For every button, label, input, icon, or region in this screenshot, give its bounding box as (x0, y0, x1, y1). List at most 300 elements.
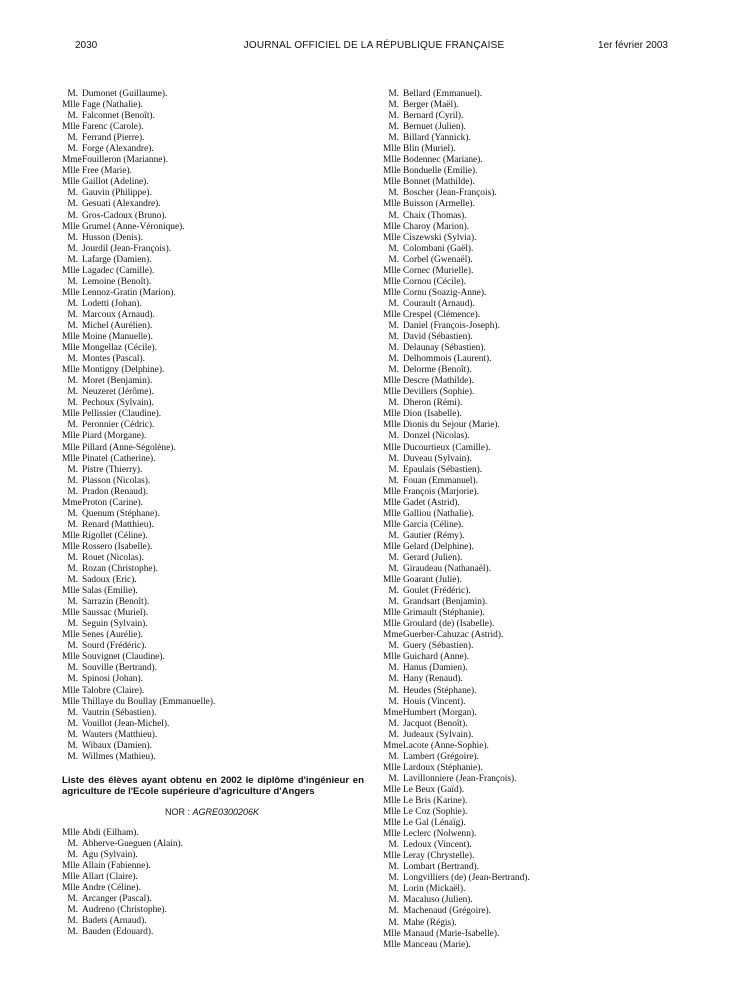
person-name: Audreno (Christophe). (82, 905, 167, 916)
person-name: Rossero (Isabelle). (82, 541, 153, 552)
title-abbrev: Mlle (62, 652, 80, 663)
person-name: Moret (Benjamin). (82, 376, 153, 387)
list-item (62, 487, 362, 498)
list-item (62, 255, 362, 266)
title-abbrev: M. (388, 641, 399, 652)
person-name: Gauvin (Philippe). (82, 188, 152, 199)
name-list (62, 828, 362, 938)
list-item (62, 553, 362, 564)
list-item (383, 586, 683, 597)
title-abbrev: M. (67, 398, 78, 409)
list-item (62, 409, 362, 420)
list-item (62, 883, 362, 894)
title-abbrev: Mlle (383, 519, 401, 530)
list-item (383, 454, 683, 465)
title-abbrev: M. (67, 641, 78, 652)
person-name: Gautier (Rémy). (403, 530, 465, 541)
person-name: Mongellaz (Cécile). (82, 343, 157, 354)
list-item (383, 807, 683, 818)
person-name: Free (Marie). (82, 166, 132, 177)
list-item (383, 122, 683, 133)
title-abbrev: M. (388, 464, 399, 475)
list-item (383, 906, 683, 917)
person-name: Peronnier (Cédric). (82, 420, 155, 431)
person-name: Heudes (Stéphane). (403, 685, 477, 696)
person-name: Lagadec (Camille). (82, 265, 155, 276)
person-name: Mahe (Régis). (403, 917, 457, 928)
title-abbrev: Mlle (62, 630, 80, 641)
name-list (383, 89, 683, 951)
title-abbrev: M. (67, 420, 78, 431)
title-abbrev: Mlle (62, 872, 80, 883)
person-name: Dheron (Rémi). (403, 398, 463, 409)
title-abbrev: M. (67, 564, 78, 575)
list-item (383, 266, 683, 277)
person-name: Goarant (Julie). (403, 575, 462, 586)
title-abbrev: Mlle (383, 232, 401, 243)
list-item (383, 542, 683, 553)
list-item (383, 310, 683, 321)
title-abbrev: M. (388, 254, 399, 265)
list-item (383, 796, 683, 807)
list-item (383, 354, 683, 365)
page-header (0, 40, 748, 56)
title-abbrev: M. (67, 376, 78, 387)
list-item (62, 354, 362, 365)
person-name: Sadoux (Eric). (82, 575, 137, 586)
person-name: Manceau (Marie). (403, 939, 471, 950)
title-abbrev: Mme (383, 740, 403, 751)
title-abbrev: M. (67, 111, 78, 122)
list-item (62, 299, 362, 310)
list-item (383, 774, 683, 785)
person-name: Seguin (Sylvain). (82, 619, 148, 630)
title-abbrev: M. (388, 365, 399, 376)
list-item (383, 674, 683, 685)
person-name: Rigollet (Céline). (82, 530, 148, 541)
title-abbrev: Mlle (383, 221, 401, 232)
title-abbrev: Mlle (62, 608, 80, 619)
title-abbrev: Mlle (383, 497, 401, 508)
list-item (62, 663, 362, 674)
person-name: Descre (Mathilde). (403, 376, 474, 387)
journal-title: JOURNAL OFFICIEL DE LA RÉPUBLIQUE FRANÇAISE (243, 40, 505, 51)
list-item (62, 686, 362, 697)
title-abbrev: Mlle (62, 541, 80, 552)
person-name: Gesuati (Alexandre). (82, 199, 161, 210)
list-item (383, 553, 683, 564)
person-name: Bauden (Edouard). (82, 927, 154, 938)
title-abbrev: M. (67, 663, 78, 674)
title-abbrev: M. (67, 486, 78, 497)
title-abbrev: M. (67, 838, 78, 849)
person-name: Lorin (Mickaël). (403, 884, 466, 895)
title-abbrev: M. (388, 586, 399, 597)
title-abbrev: M. (67, 894, 78, 905)
title-abbrev: M. (67, 508, 78, 519)
list-item (62, 133, 362, 144)
list-item (383, 155, 683, 166)
title-abbrev: M. (67, 144, 78, 155)
list-item (383, 409, 683, 420)
title-abbrev: M. (67, 354, 78, 365)
list-item (62, 277, 362, 288)
right-column (383, 89, 683, 951)
list-item (62, 752, 362, 763)
person-name: Lodetti (Johan). (82, 298, 142, 309)
list-item (383, 829, 683, 840)
title-abbrev: Mlle (62, 122, 80, 133)
title-abbrev: Mlle (383, 287, 401, 298)
list-item (383, 233, 683, 244)
person-name: Guerber-Cahuzac (Astrid). (403, 630, 504, 641)
list-item (383, 166, 683, 177)
list-item (383, 686, 683, 697)
title-abbrev: Mlle (62, 221, 80, 232)
title-abbrev: Mlle (383, 608, 401, 619)
title-abbrev: M. (388, 873, 399, 884)
nor-code: AGRE0300206K (192, 806, 260, 817)
person-name: Moine (Manuelle). (82, 332, 153, 343)
person-name: Sarrazin (Benoît). (82, 597, 150, 608)
person-name: Dion (Isabelle). (403, 409, 462, 420)
title-abbrev: Mlle (383, 486, 401, 497)
list-item (383, 288, 683, 299)
left-column (62, 89, 362, 938)
title-abbrev: Mme (62, 497, 82, 508)
list-item (62, 730, 362, 741)
title-abbrev: Mlle (62, 332, 80, 343)
title-abbrev: Mlle (383, 265, 401, 276)
title-abbrev: M. (67, 254, 78, 265)
person-name: Salas (Emilie). (82, 586, 138, 597)
list-item (383, 719, 683, 730)
person-name: Grimault (Stéphanie). (403, 608, 485, 619)
title-abbrev: Mlle (383, 376, 401, 387)
list-item (383, 144, 683, 155)
person-name: Cornou (Cécile). (403, 276, 467, 287)
title-abbrev: Mlle (62, 696, 80, 707)
title-abbrev: Mlle (62, 530, 80, 541)
person-name: Marcoux (Arnaud). (82, 309, 155, 320)
person-name: Falconnet (Benoît). (82, 111, 155, 122)
person-name: Blin (Muriel). (403, 144, 456, 155)
title-abbrev: Mlle (383, 807, 401, 818)
title-abbrev: Mlle (383, 276, 401, 287)
list-item (62, 244, 362, 255)
person-name: Guichard (Anne). (403, 652, 470, 663)
title-abbrev: M. (67, 575, 78, 586)
list-item (383, 299, 683, 310)
list-item (383, 630, 683, 641)
list-item (383, 862, 683, 873)
person-name: Fouan (Emmanuel). (403, 475, 478, 486)
title-abbrev: M. (67, 276, 78, 287)
person-name: Billard (Yannick). (403, 133, 471, 144)
title-abbrev: M. (67, 298, 78, 309)
person-name: Giraudeau (Nathanaël). (403, 564, 491, 575)
title-abbrev: Mlle (383, 784, 401, 795)
title-abbrev: M. (67, 916, 78, 927)
person-name: Le Beux (Gaïd). (403, 784, 465, 795)
title-abbrev: M. (67, 309, 78, 320)
person-name: Duveau (Sylvain). (403, 453, 472, 464)
person-name: Berger (Maël). (403, 100, 459, 111)
person-name: Quenum (Stéphane). (82, 508, 160, 519)
person-name: Pistre (Thierry). (82, 464, 143, 475)
title-abbrev: M. (67, 751, 78, 762)
list-item (62, 89, 362, 100)
title-abbrev: Mlle (383, 420, 401, 431)
list-item (62, 708, 362, 719)
title-abbrev: M. (67, 519, 78, 530)
list-item (62, 111, 362, 122)
list-item (62, 454, 362, 465)
list-item (62, 839, 362, 850)
list-item (62, 828, 362, 839)
title-abbrev: Mlle (383, 818, 401, 829)
title-abbrev: M. (67, 552, 78, 563)
title-abbrev: Mlle (383, 177, 401, 188)
person-name: Judeaux (Sylvain). (403, 729, 474, 740)
list-item (383, 476, 683, 487)
title-abbrev: M. (388, 453, 399, 464)
list-item (383, 420, 683, 431)
person-name: Delhommois (Laurent). (403, 354, 492, 365)
title-abbrev: Mlle (383, 575, 401, 586)
list-item (62, 520, 362, 531)
person-name: Montigny (Delphine). (82, 365, 165, 376)
person-name: Souvignet (Claudine). (82, 652, 165, 663)
title-abbrev: Mlle (383, 387, 401, 398)
list-item (383, 188, 683, 199)
person-name: Guery (Sébastien). (403, 641, 474, 652)
person-name: Boscher (Jean-François). (403, 188, 497, 199)
list-item (383, 343, 683, 354)
person-name: Bonduelle (Emilie). (403, 166, 478, 177)
person-name: Pellissier (Claudine). (82, 409, 162, 420)
person-name: Pradon (Renaud). (82, 486, 149, 497)
list-item (62, 719, 362, 730)
list-item (383, 564, 683, 575)
publication-date: 1er février 2003 (597, 40, 668, 51)
list-item (62, 310, 362, 321)
person-name: Vouillot (Jean-Michel). (82, 718, 170, 729)
person-name: Bodennec (Mariane). (403, 155, 483, 166)
title-abbrev: Mlle (62, 586, 80, 597)
title-abbrev: M. (67, 707, 78, 718)
list-item (62, 177, 362, 188)
title-abbrev: M. (388, 298, 399, 309)
person-name: Crespel (Clémence). (403, 309, 481, 320)
person-name: Gerard (Julien). (403, 552, 463, 563)
list-item (62, 619, 362, 630)
person-name: Lacote (Anne-Sophie). (403, 740, 489, 751)
title-abbrev: M. (67, 475, 78, 486)
person-name: Gadet (Astrid). (403, 497, 460, 508)
title-abbrev: M. (388, 431, 399, 442)
title-abbrev: Mlle (383, 541, 401, 552)
title-abbrev: M. (388, 906, 399, 917)
person-name: Pechoux (Sylvain). (82, 398, 154, 409)
title-abbrev: M. (67, 619, 78, 630)
list-item (383, 244, 683, 255)
person-name: Lombart (Bertrand). (403, 862, 480, 873)
title-abbrev: M. (67, 740, 78, 751)
list-item (383, 277, 683, 288)
person-name: Saussac (Muriel). (82, 608, 149, 619)
title-abbrev: M. (388, 884, 399, 895)
list-item (62, 211, 362, 222)
list-item (383, 509, 683, 520)
title-abbrev: Mlle (62, 827, 80, 838)
person-name: Daniel (François-Joseph). (403, 320, 500, 331)
person-name: Buisson (Armelle). (403, 199, 475, 210)
list-item (62, 233, 362, 244)
list-item (383, 199, 683, 210)
list-item (383, 321, 683, 332)
person-name: Lennoz-Gratin (Marion). (82, 287, 176, 298)
list-item (62, 431, 362, 442)
person-name: Bernuet (Julien). (403, 122, 467, 133)
person-name: Plasson (Nicolas). (82, 475, 151, 486)
list-item (383, 575, 683, 586)
person-name: Humbert (Morgan). (403, 707, 477, 718)
list-item (62, 420, 362, 431)
list-item (62, 927, 362, 938)
person-name: Lafarge (Damien). (82, 254, 152, 265)
list-item (62, 332, 362, 343)
list-item (62, 652, 362, 663)
list-item (383, 487, 683, 498)
title-abbrev: M. (67, 905, 78, 916)
list-item (62, 564, 362, 575)
title-abbrev: M. (388, 895, 399, 906)
person-name: Senes (Aurélie). (82, 630, 143, 641)
list-item (383, 785, 683, 796)
list-item (383, 840, 683, 851)
title-abbrev: Mlle (62, 265, 80, 276)
person-name: Lardoux (Stéphanie). (403, 762, 483, 773)
person-name: Ferrand (Pierre). (82, 133, 145, 144)
person-name: Grumel (Anne-Véronique). (82, 221, 185, 232)
person-name: Goulet (Frédéric). (403, 586, 471, 597)
title-abbrev: Mlle (62, 685, 80, 696)
person-name: David (Sébastien). (403, 332, 473, 343)
list-item (62, 697, 362, 708)
person-name: Epaulais (Sébastien). (403, 464, 483, 475)
person-name: Manaud (Marie-Isabelle). (403, 928, 500, 939)
title-abbrev: M. (67, 89, 78, 99)
title-abbrev: M. (388, 773, 399, 784)
title-abbrev: Mlle (62, 453, 80, 464)
list-item (383, 641, 683, 652)
list-item (62, 188, 362, 199)
person-name: Bonnet (Mathilde). (403, 177, 475, 188)
list-item (62, 476, 362, 487)
list-item (62, 376, 362, 387)
person-name: Wibaux (Damien). (82, 740, 152, 751)
list-item (383, 431, 683, 442)
list-item (62, 199, 362, 210)
person-name: Fouilleron (Marianne). (82, 155, 168, 166)
list-item (62, 850, 362, 861)
person-name: Leclerc (Nolwenn). (403, 829, 477, 840)
section-title: Liste des élèves ayant obtenu en 2002 le diplôme d'ingénieur en agriculture de l'Ecole supérieure d'agriculture d'Angers (62, 774, 364, 797)
title-abbrev: M. (388, 133, 399, 144)
person-name: Hanus (Damien). (403, 663, 468, 674)
title-abbrev: M. (67, 927, 78, 938)
person-name: Arcanger (Pascal). (82, 894, 152, 905)
nor-label: NOR : (164, 806, 190, 817)
title-abbrev: M. (388, 718, 399, 729)
title-abbrev: M. (388, 552, 399, 563)
list-item (62, 465, 362, 476)
person-name: Bellard (Emmanuel). (403, 89, 483, 99)
title-abbrev: M. (388, 210, 399, 221)
title-abbrev: M. (388, 354, 399, 365)
person-name: Pinatel (Catherine). (82, 453, 156, 464)
title-abbrev: Mlle (383, 166, 401, 177)
list-item (383, 652, 683, 663)
list-item (383, 520, 683, 531)
person-name: Andre (Céline). (82, 883, 141, 894)
list-item (383, 365, 683, 376)
person-name: Donzel (Nicolas). (403, 431, 470, 442)
title-abbrev: Mlle (383, 155, 401, 166)
person-name: Ducourtieux (Camille). (403, 442, 491, 453)
title-abbrev: Mme (383, 707, 403, 718)
list-item (383, 929, 683, 940)
title-abbrev: Mlle (62, 166, 80, 177)
list-item (62, 343, 362, 354)
person-name: Willmes (Mathieu). (82, 751, 156, 762)
title-abbrev: M. (388, 111, 399, 122)
title-abbrev: M. (67, 464, 78, 475)
list-item (383, 211, 683, 222)
person-name: Galliou (Nathalie). (403, 508, 474, 519)
person-name: Talobre (Claire). (82, 685, 145, 696)
list-item (62, 861, 362, 872)
title-abbrev: M. (67, 188, 78, 199)
list-item (62, 443, 362, 454)
list-item (62, 575, 362, 586)
person-name: Delaunay (Sébastien). (403, 343, 486, 354)
list-item (383, 818, 683, 829)
title-abbrev: M. (388, 685, 399, 696)
title-abbrev: Mlle (383, 199, 401, 210)
list-item (62, 321, 362, 332)
title-abbrev: Mlle (383, 928, 401, 939)
list-item (62, 916, 362, 927)
person-name: Cornec (Murielle). (403, 265, 474, 276)
person-name: Michel (Aurélien). (82, 320, 153, 331)
person-name: Garcia (Céline). (403, 519, 464, 530)
title-abbrev: M. (388, 530, 399, 541)
title-abbrev: Mlle (383, 829, 401, 840)
list-item (383, 443, 683, 454)
list-item (62, 387, 362, 398)
list-item (383, 730, 683, 741)
title-abbrev: M. (388, 840, 399, 851)
person-name: Badets (Arnaud). (82, 916, 147, 927)
title-abbrev: Mlle (383, 939, 401, 950)
person-name: Ledoux (Vincent). (403, 840, 472, 851)
list-item (383, 741, 683, 752)
title-abbrev: Mlle (62, 177, 80, 188)
title-abbrev: M. (388, 729, 399, 740)
person-name: Thillaye du Boullay (Emmanuelle). (82, 696, 216, 707)
